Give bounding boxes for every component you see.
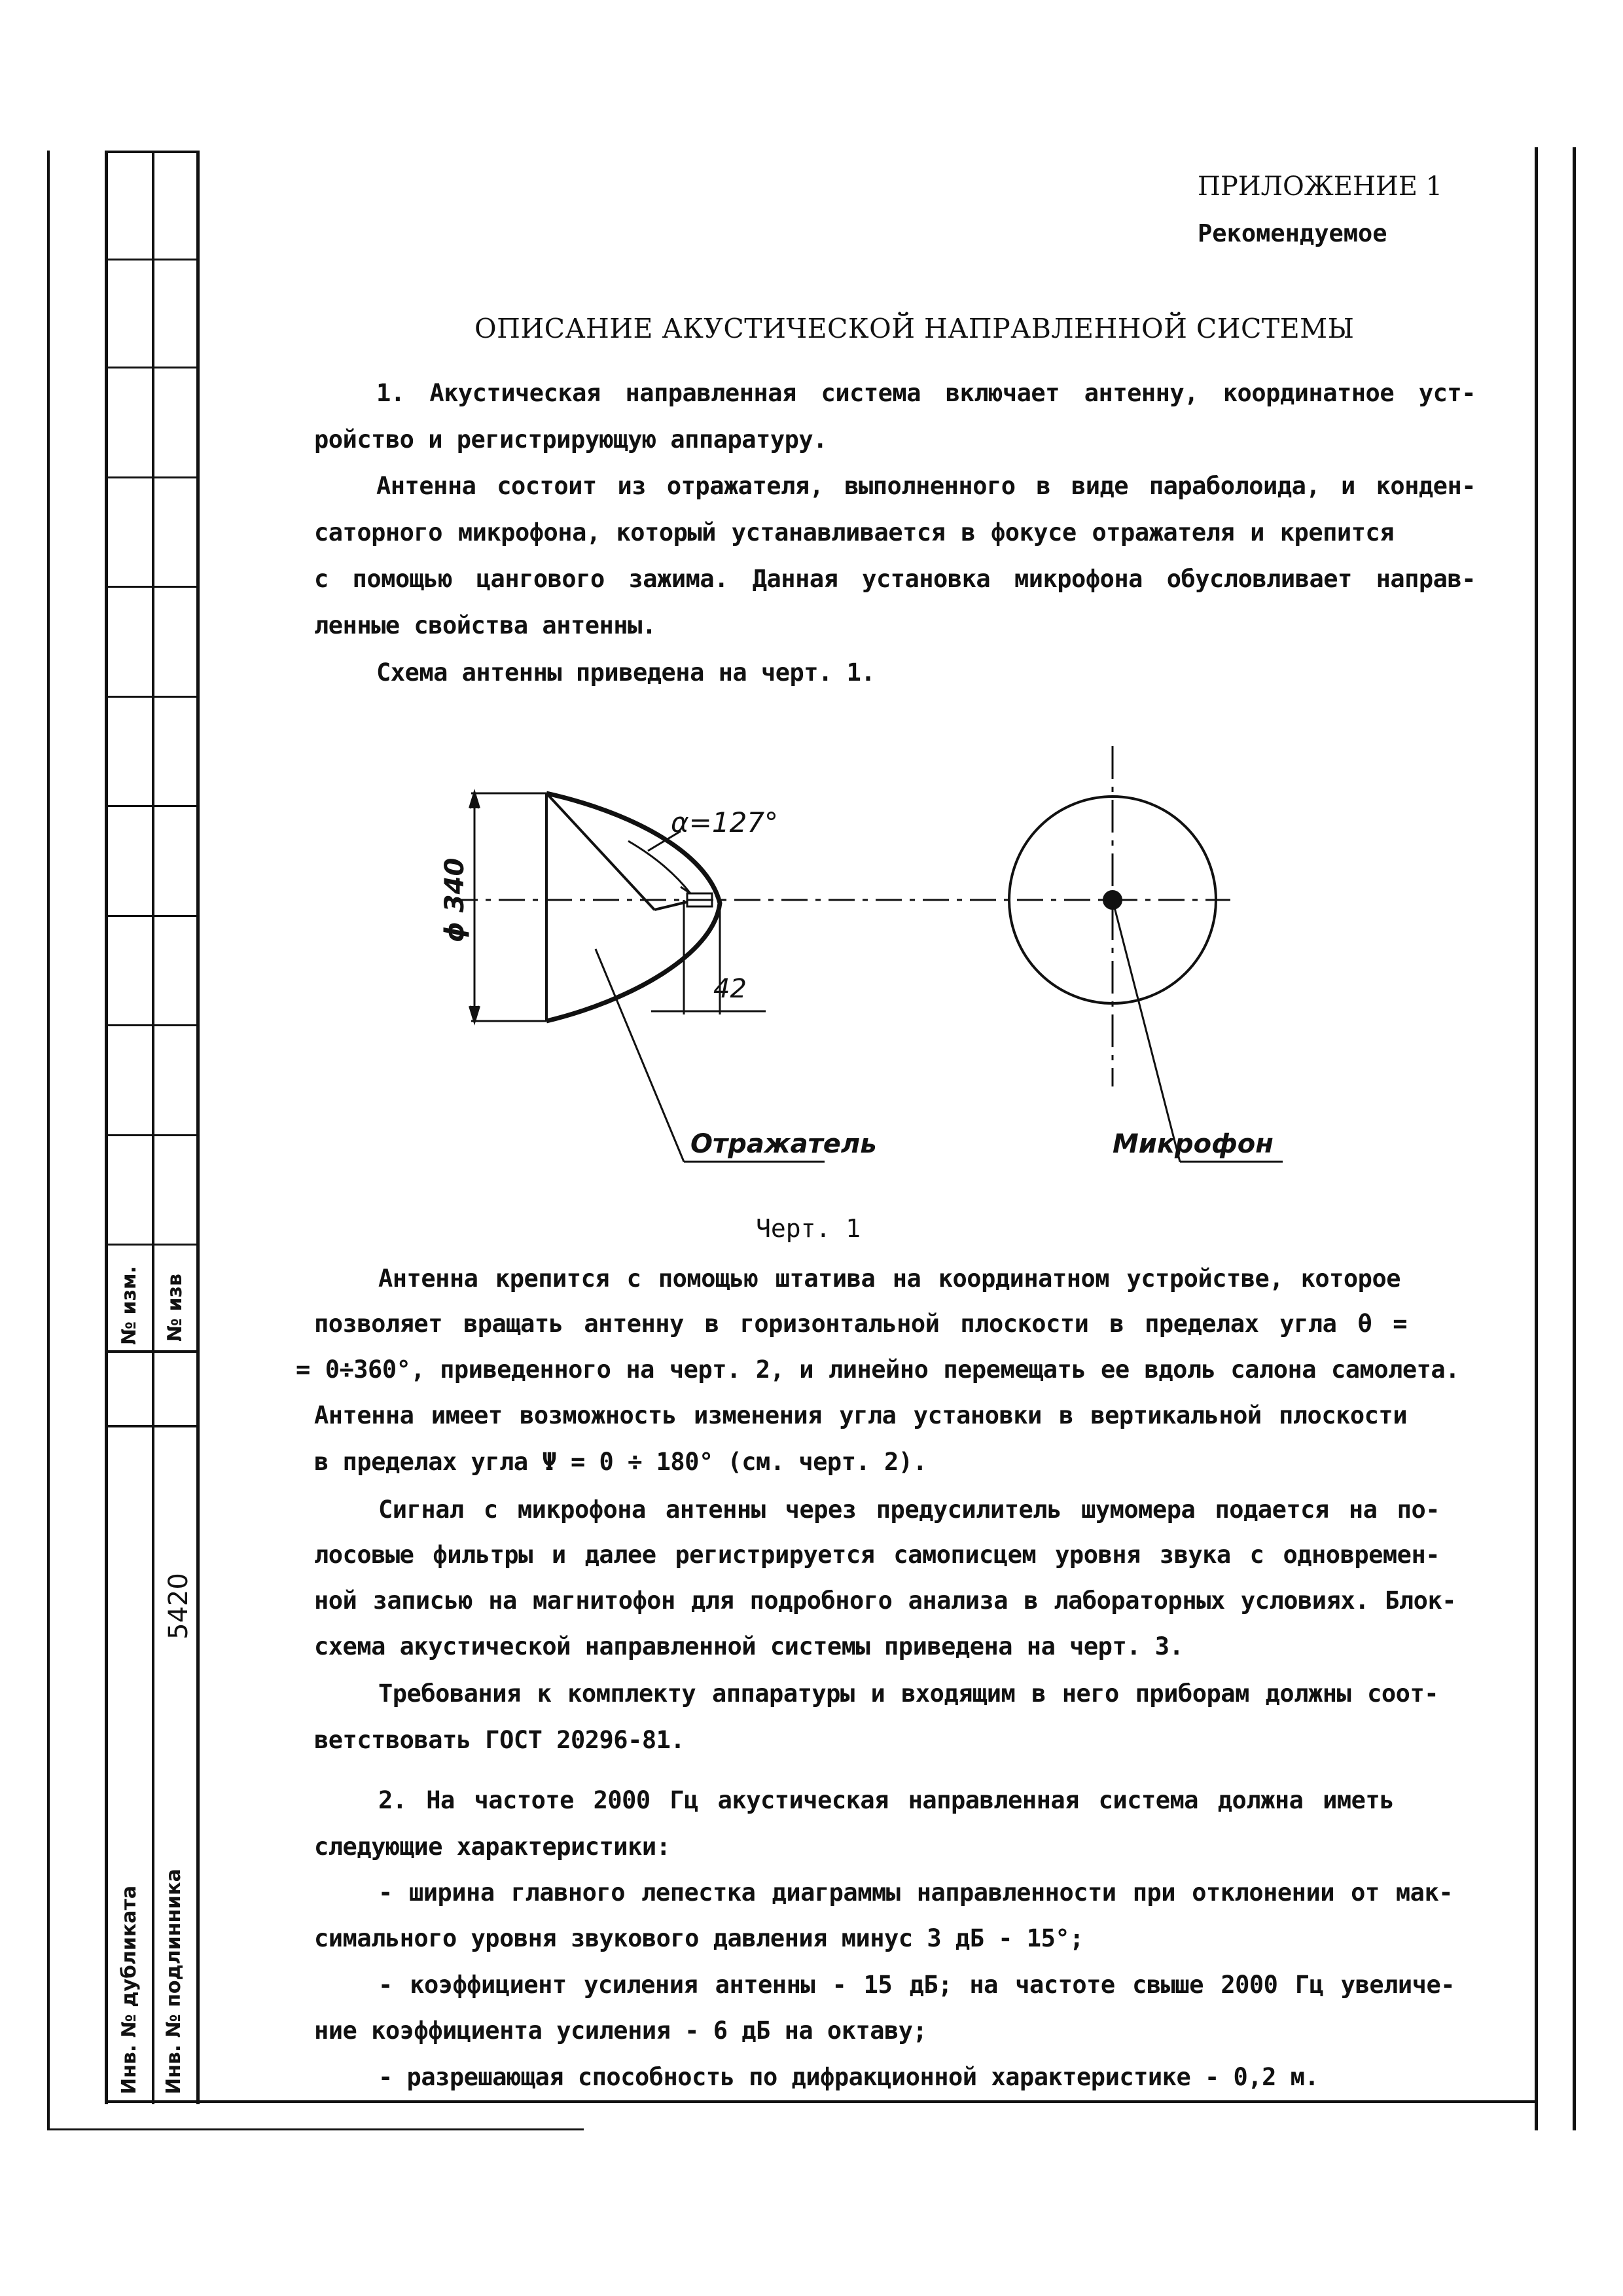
bullet-3-line-1: - разрешающая способность по дифракционной характеристике - 0,2 м. [378,2063,1319,2091]
sidebar-number: 5420 [164,1573,194,1640]
microphone-label: Микрофон [1113,1129,1274,1159]
para-5-line-3: ной записью на магнитофон для подробного анализа в лабораторных условиях. Блок- [314,1587,1456,1615]
para-6-line-1: Требования к комплекту аппаратуры и входящим в него приборам должны соот- [378,1679,1438,1708]
frame-right-2 [1573,147,1576,2130]
frame-right-1 [1535,147,1538,2130]
para-7-line-2: следующие характеристики: [314,1833,671,1861]
sidebar-dup-inv: Инв. № дубликата [118,1885,141,2094]
para-4-line-5: в пределах угла Ψ = 0 ÷ 180° (см. черт. 2). [314,1448,927,1476]
bullet-2-line-1: - коэффициент усиления антенны - 15 дБ; на частоте свыше 2000 Гц увеличе- [378,1971,1455,1999]
antenna-diagram [432,733,1283,1178]
depth-label: 42 [713,974,747,1004]
sidebar-orig-inv: Инв. № подлинника [162,1869,185,2094]
sidebar-change-no: № изм. [118,1266,141,1345]
angle-label: α=127° [671,806,779,838]
para-5-line-2: лосовые фильтры и далее регистрируется самописцем уровня звука с одновремен- [314,1541,1440,1569]
para-2-line-4: ленные свойства антенны. [314,611,656,639]
frame-bottom-outer [47,2128,584,2130]
frame-bottom [105,2100,1538,2103]
para-7-line-1: 2. На частоте 2000 Гц акустическая направленная система должна иметь [378,1786,1394,1814]
sidebar-doc-no: № изв [164,1274,187,1342]
para-4-line-4: Антенна имеет возможность изменения угла установки в вертикальной плоскости [314,1401,1407,1429]
para-4-line-2: позволяет вращать антенну в горизонтальной плоскости в пределах угла θ = [314,1310,1407,1338]
diameter-label: ϕ 340 [440,857,470,942]
status-label: Рекомендуемое [1198,219,1387,247]
page-title: ОПИСАНИЕ АКУСТИЧЕСКОЙ НАПРАВЛЕННОЙ СИСТЕМЫ [474,313,1355,344]
para-2-line-1: Антенна состоит из отражателя, выполненного в виде параболоида, и конден- [376,472,1476,500]
para-6-line-2: ветствовать ГОСТ 20296-81. [314,1726,685,1754]
para-1-line-1: 1. Акустическая направленная система включает антенну, координатное уст- [376,379,1476,407]
bullet-1-line-2: симального уровня звукового давления минус 3 дБ - 15°; [314,1924,1084,1952]
appendix-label: ПРИЛОЖЕНИЕ 1 [1198,171,1443,202]
para-4-line-1: Антенна крепится с помощью штатива на координатном устройстве, которое [378,1265,1400,1293]
para-1-line-2: ройство и регистрирующую аппаратуру. [314,425,827,454]
para-4-line-3: = 0÷360°, приведенного на черт. 2, и линейно перемещать ее вдоль салона самолета. [296,1355,1459,1384]
frame-left-outer [47,151,50,2130]
para-5-line-4: схема акустической направленной системы приведена на черт. 3. [314,1632,1184,1660]
figure-caption: Черт. 1 [756,1214,861,1243]
para-2-line-2: саторного микрофона, который устанавливается в фокусе отражателя и крепится [314,518,1394,547]
reflector-label: Отражатель [690,1129,877,1159]
para-5-line-1: Сигнал с микрофона антенны через предусилитель шумомера подается на по- [378,1496,1440,1524]
para-2-line-3: с помощью цангового зажима. Данная установка микрофона обусловливает направ- [314,565,1476,593]
bullet-2-line-2: ние коэффициента усиления - 6 дБ на октаву; [314,2017,927,2045]
para-3-line-1: Схема антенны приведена на черт. 1. [376,658,876,687]
bullet-1-line-1: - ширина главного лепестка диаграммы направленности при отклонении от мак- [378,1878,1453,1907]
